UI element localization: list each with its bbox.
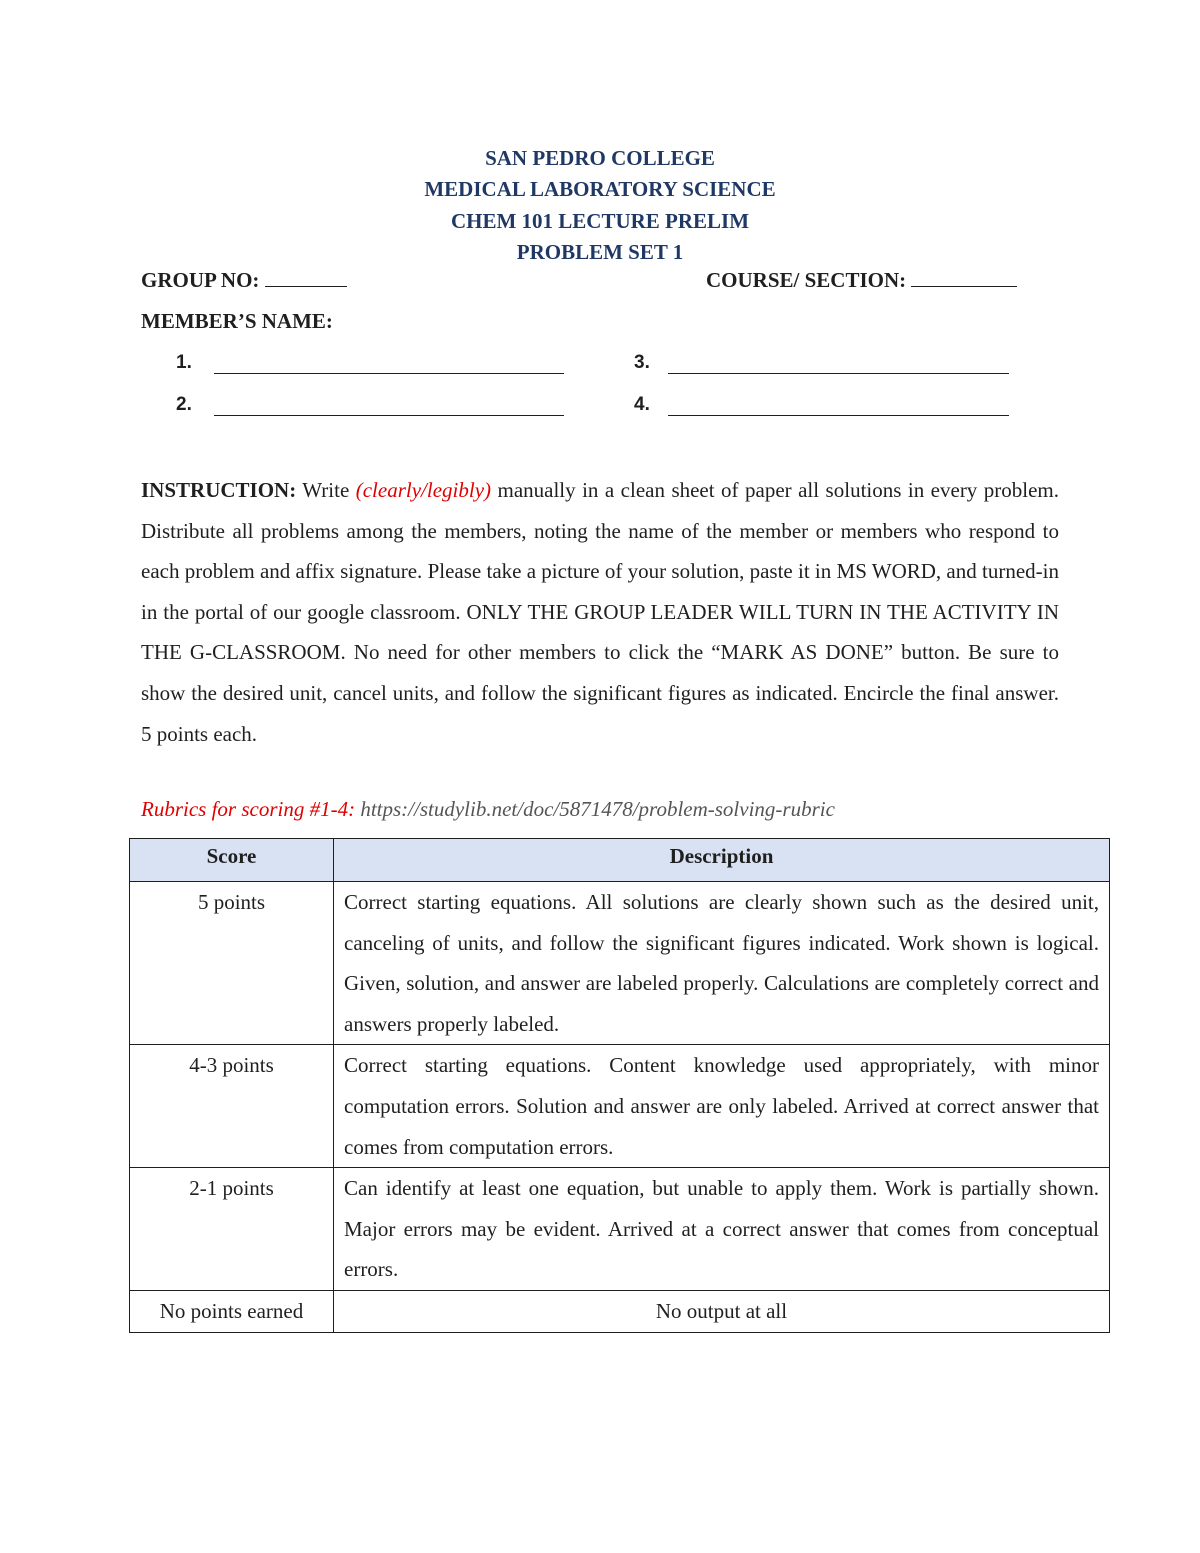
instruction-write: Write — [302, 478, 350, 502]
course-section-label: COURSE/ SECTION: — [706, 268, 907, 292]
table-row — [130, 1045, 1110, 1168]
group-no-field — [141, 268, 347, 293]
description-cell: No output at all — [334, 1290, 1110, 1332]
score-column-header: Score — [130, 839, 334, 882]
instruction-emphasis: (clearly/legibly) — [355, 478, 492, 502]
member-number-1: 1. — [176, 352, 192, 373]
score-cell: 5 points — [130, 882, 334, 1045]
description-cell: Correct starting equations. Content knowledge used appropriately, with minor computation errors. Solution and answer are only labeled. Arrived at correct answer that comes from computation errors. — [334, 1045, 1110, 1168]
document-header — [0, 143, 1200, 268]
program-name: MEDICAL LABORATORY SCIENCE — [424, 177, 776, 202]
score-cell: 4-3 points — [130, 1045, 334, 1168]
course-section-blank[interactable] — [911, 268, 1017, 287]
rubric-source — [141, 797, 835, 822]
table-row — [130, 1290, 1110, 1332]
member-name-line-2[interactable] — [214, 415, 564, 416]
rubric-table — [129, 838, 1110, 1333]
member-name-line-1[interactable] — [214, 373, 564, 374]
instruction-paragraph — [141, 470, 1059, 754]
member-name-line-3[interactable] — [668, 373, 1009, 374]
group-no-blank[interactable] — [265, 268, 347, 287]
table-row — [130, 882, 1110, 1045]
problem-set-title: PROBLEM SET 1 — [516, 239, 684, 264]
course-title: CHEM 101 LECTURE PRELIM — [450, 208, 750, 233]
member-name-line-4[interactable] — [668, 415, 1009, 416]
table-row — [130, 1168, 1110, 1291]
instruction-label: INSTRUCTION: — [141, 478, 297, 502]
group-no-label: GROUP NO: — [141, 268, 260, 292]
member-number-3: 3. — [634, 352, 650, 373]
rubric-url-link[interactable]: https://studylib.net/doc/5871478/problem-solving-rubric — [360, 797, 835, 821]
description-cell: Correct starting equations. All solutions are clearly shown such as the desired unit, canceling of units, and follow the significant figures indicated. Work shown is logical. Given, solution, and answer are labeled properly. Calculations are completely correct and answers properly labeled. — [334, 882, 1110, 1045]
score-cell: 2-1 points — [130, 1168, 334, 1291]
description-column-header: Description — [334, 839, 1110, 882]
rubric-label: Rubrics for scoring #1-4: — [141, 797, 356, 821]
course-section-field — [706, 268, 1017, 293]
description-cell: Can identify at least one equation, but unable to apply them. Work is partially shown. Major errors may be evident. Arrived at a correct answer that comes from conceptual errors. — [334, 1168, 1110, 1291]
members-label: MEMBER’S NAME: — [141, 309, 333, 333]
member-number-2: 2. — [176, 394, 192, 415]
instruction-text: manually in a clean sheet of paper all solutions in every problem. Distribute all problems among the members, noting the name of the member or members who respond to each problem and affix signature. Please take a picture of your solution, paste it in MS WORD, and turned-in in the portal of our google classroom. ONLY THE GROUP LEADER WILL TURN IN THE ACTIVITY IN THE G-CLASSROOM. No need for other members to click the “MARK AS DONE” button. Be sure to show the desired unit, cancel units, and follow the significant figures as indicated. Encircle the final answer. 5 points each. — [141, 478, 1060, 746]
score-cell: No points earned — [130, 1290, 334, 1332]
rubric-header-row — [130, 839, 1110, 882]
member-number-4: 4. — [634, 394, 650, 415]
school-name: SAN PEDRO COLLEGE — [485, 146, 715, 170]
